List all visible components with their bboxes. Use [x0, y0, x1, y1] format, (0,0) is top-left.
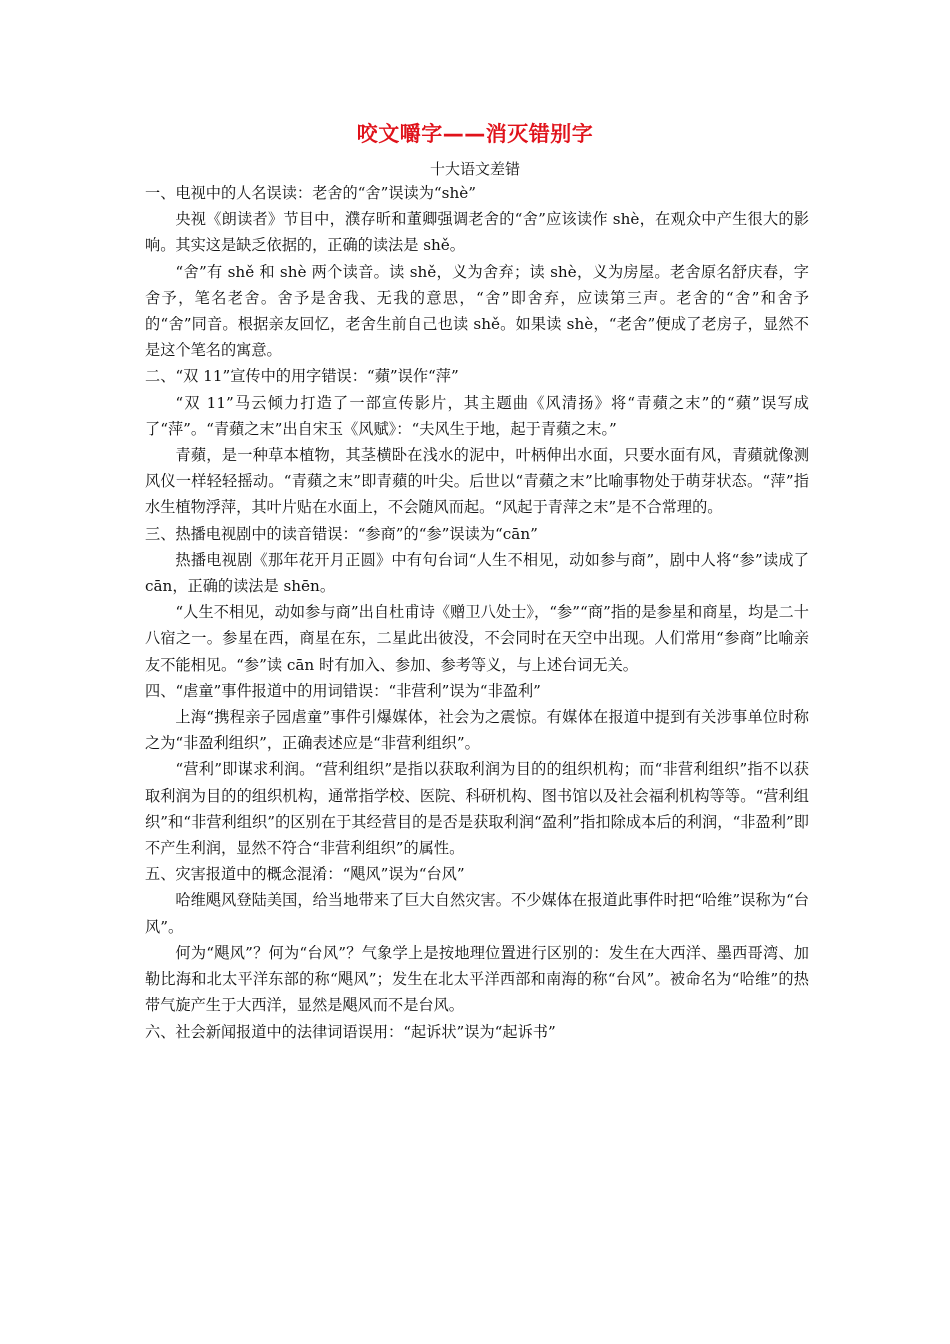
paragraph: “舍”有 shě 和 shè 两个读音。读 shě，义为舍弃；读 shè，义为房屋。老舍原名舒庆春，字舍予，笔名老舍。舍予是舍我、无我的意思，“舍”即舍弃，应读第三声。老舍的“舍”和舍予的“舍”同音。根据亲友回忆，老舍生前自己也读 shě。如果读 shè，“老舍”便成了老房子，显然不是这个笔名的寓意。 [145, 262, 809, 360]
document-body [145, 180, 809, 1045]
paragraph: 青蘋，是一种草本植物，其茎横卧在浅水的泥中，叶柄伸出水面，只要水面有风，青蘋就像测风仪一样轻轻摇动。“青蘋之末”即青蘋的叶尖。后世以“青蘋之末”比喻事物处于萌芽状态。“萍”指水生植物浮萍，其叶片贴在水面上，不会随风而起。“风起于青萍之末”是不合常理的。 [145, 446, 809, 517]
document-subtitle: 十大语文差错 [429, 160, 520, 178]
section-heading: 五、灾害报道中的概念混淆：“飓风”误为“台风” [145, 865, 465, 884]
paragraph: “双 11”马云倾力打造了一部宣传影片，其主题曲《风清扬》将“青蘋之末”的“蘋”误写成了“萍”。“青蘋之末”出自宋玉《风赋》：“夫风生于地，起于青蘋之末。” [145, 393, 809, 438]
section-heading: 四、“虐童”事件报道中的用词错误：“非营利”误为“非盈利” [145, 681, 541, 700]
section-heading: 二、“双 11”宣传中的用字错误：“蘋”误作“萍” [145, 367, 459, 386]
paragraph: 上海“携程亲子园虐童”事件引爆媒体，社会为之震惊。有媒体在报道中提到有关涉事单位时称之为“非盈利组织”，正确表述应是“非营利组织”。 [145, 708, 809, 753]
paragraph: “营利”即谋求利润。“营利组织”是指以获取利润为目的的组织机构；而“非营利组织”指不以获取利润为目的的组织机构，通常指学校、医院、科研机构、图书馆以及社会福利机构等等。“营利组织”和“非营利组织”的区别在于其经营目的是否是获取利润“盈利”指扣除成本后的利润，“非盈利”即不产生利润，显然不符合“非营利组织”的属性。 [145, 760, 809, 858]
document-title: 咬文嚼字——消灭错别字 [356, 122, 594, 146]
paragraph: 热播电视剧《那年花开月正圆》中有句台词“人生不相见，动如参与商”，剧中人将“参”读成了 cān，正确的读法是 shēn。 [145, 550, 809, 596]
paragraph: “人生不相见，动如参与商”出自杜甫诗《赠卫八处士》，“参”“商”指的是参星和商星，均是二十八宿之一。参星在西，商星在东，二星此出彼没，不会同时在天空中出现。人们常用“参商”比喻亲友不能相见。“参”读 cān 时有加入、参加、参考等义，与上述台词无关。 [145, 603, 809, 674]
section-heading: 一、电视中的人名误读：老舍的“舍”误读为“shè” [145, 184, 476, 202]
section-heading: 三、热播电视剧中的读音错误：“参商”的“参”误读为“cān” [145, 524, 538, 543]
paragraph: 央视《朗读者》节目中，濮存昕和董卿强调老舍的“舍”应该读作 shè，在观众中产生很大的影响。其实这是缺乏依据的，正确的读法是 shě。 [145, 210, 809, 255]
paragraph: 哈维飓风登陆美国，给当地带来了巨大自然灾害。不少媒体在报道此事件时把“哈维”误称为“台风”。 [145, 891, 809, 936]
section-heading: 六、社会新闻报道中的法律词语误用：“起诉状”误为“起诉书” [145, 1022, 556, 1041]
paragraph: 何为“飓风”？何为“台风”？气象学上是按地理位置进行区别的：发生在大西洋、墨西哥湾、加勒比海和北太平洋东部的称“飓风”；发生在北太平洋西部和南海的称“台风”。被命名为“哈维”的热带气旋产生于大西洋，显然是飓风而不是台风。 [145, 943, 809, 1015]
